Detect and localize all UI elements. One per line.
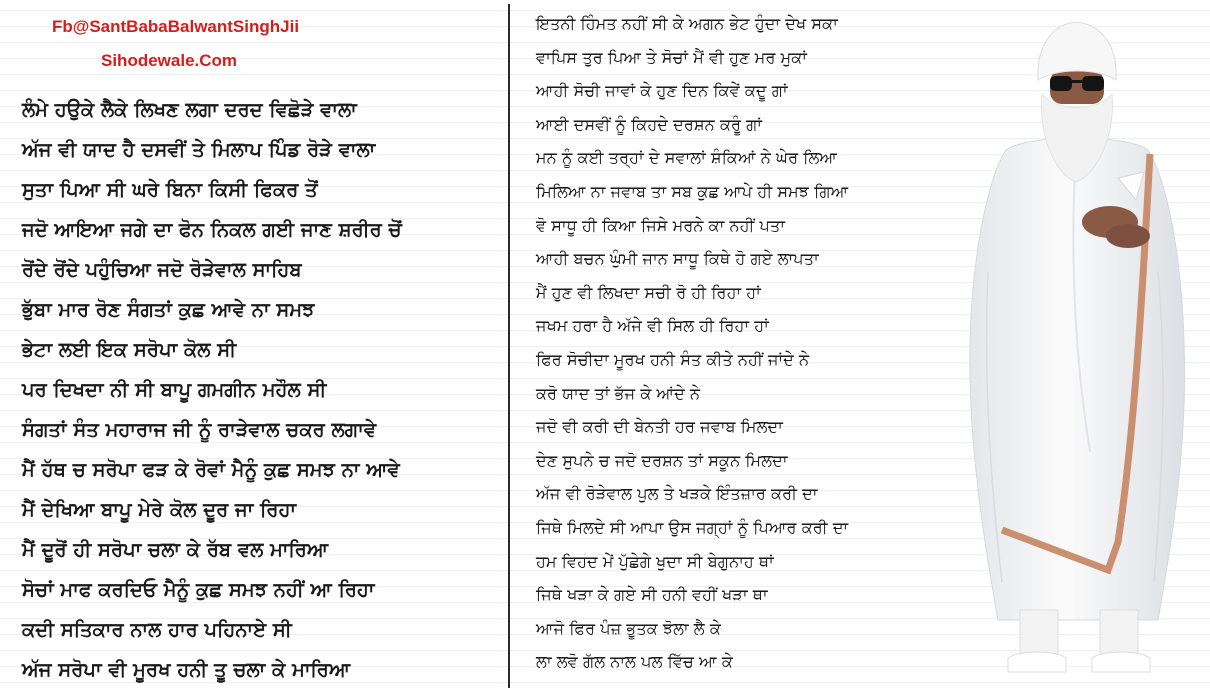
facebook-handle[interactable]: Fb@SantBabaBalwantSinghJii: [52, 17, 300, 36]
verse-line: ਜਦੋ ਆਇਆ ਜਗੇ ਦਾ ਫੋਨ ਨਿਕਲ ਗਈ ਜਾਣ ਸ਼ਰੀਰ ਚੋਂ: [22, 218, 402, 241]
verse-line: ਸੋਚਾਂ ਮਾਫ ਕਰਦਿਓ ਮੈਨੂੰ ਕੁਛ ਸਮਝ ਨਹੀਂ ਆ ਰਿਹਾ: [22, 578, 375, 601]
verse-line: ਮੈਂ ਦੇਖਿਆ ਬਾਪੂ ਮੇਰੇ ਕੋਲ ਦੂਰ ਜਾ ਰਿਹਾ: [22, 498, 297, 521]
verse-line: ਭੁੱਬਾ ਮਾਰ ਰੋਣ ਸੰਗਤਾਂ ਕੁਛ ਆਵੇ ਨਾ ਸਮਝ: [22, 298, 315, 321]
verse-line: ਆਈ ਦਸਵੀਂ ਨੂੰ ਕਿਹਦੇ ਦਰਸ਼ਨ ਕਰੂੰ ਗਾਂ: [536, 114, 763, 134]
verse-line: ਵਾਪਿਸ ਤੁਰ ਪਿਆ ਤੇ ਸੋਚਾਂ ਮੈਂ ਵੀ ਹੁਣ ਮਰ ਮੁਕਾਂ: [536, 47, 807, 67]
verse-line: ਮੈਂ ਦੂਰੋਂ ਹੀ ਸਰੋਪਾ ਚਲਾ ਕੇ ਰੱਬ ਵਲ ਮਾਰਿਆ: [22, 538, 329, 561]
verse-line: ਇਤਨੀ ਹਿੰਮਤ ਨਹੀਂ ਸੀ ਕੇ ਅਗਨ ਭੇਟ ਹੁੰਦਾ ਦੇਖ ਸਕਾ: [536, 14, 838, 33]
verse-line: ਮਨ ਨੂੰ ਕਈ ਤਰ੍ਹਾਂ ਦੇ ਸਵਾਲਾਂ ਸ਼ੰਕਿਆਂ ਨੇ ਘੇਰ ਲਿਆ: [536, 148, 838, 168]
verse-line: ਫਿਰ ਸੋਚੀਦਾ ਮੂਰਖ ਹਨੀ ਸੰਤ ਕੀਤੇ ਨਹੀਂ ਜਾਂਦੇ ਨੇ: [536, 349, 810, 369]
verse-line: ਕਦੀ ਸਤਿਕਾਰ ਨਾਲ ਹਾਰ ਪਹਿਨਾਏ ਸੀ: [22, 618, 292, 641]
verse-line: ਮਿਲਿਆ ਨਾ ਜਵਾਬ ਤਾ ਸਬ ਕੁਛ ਆਪੇ ਹੀ ਸਮਝ ਗਿਆ: [536, 181, 849, 201]
verse-line: ਅੱਜ ਸਰੋਪਾ ਵੀ ਮੂਰਖ ਹਨੀ ਤੂ ਚਲਾ ਕੇ ਮਾਰਿਆ: [22, 658, 351, 681]
verse-line: ਕਰੋ ਯਾਦ ਤਾਂ ਭੱਜ ਕੇ ਆਂਦੇ ਨੇ: [536, 383, 701, 403]
verse-line: ਭੇਟਾ ਲਈ ਇਕ ਸਰੋਪਾ ਕੋਲ ਸੀ: [22, 338, 237, 361]
verse-line: ਮੈਂ ਹੱਥ ਚ ਸਰੋਪਾ ਫੜ ਕੇ ਰੋਵਾਂ ਮੈਨੂੰ ਕੁਛ ਸਮਝ ਨਾ ਆਵੇ: [22, 458, 400, 481]
verse-line: ਸੁਤਾ ਪਿਆ ਸੀ ਘਰੇ ਬਿਨਾ ਕਿਸੀ ਫਿਕਰ ਤੋਂ: [22, 178, 318, 201]
verse-line: ਅੱਜ ਵੀ ਰੋੜੇਵਾਲ ਪੁਲ ਤੇ ਖੜਕੇ ਇੰਤਜ਼ਾਰ ਕਰੀ ਦਾ: [536, 484, 818, 504]
verse-line: ਮੈਂ ਹੁਣ ਵੀ ਲਿਖਦਾ ਸਚੀ ਰੋ ਹੀ ਰਿਹਾ ਹਾਂ: [536, 282, 761, 302]
verse-line: ਅੱਜ ਵੀ ਯਾਦ ਹੈ ਦਸਵੀਂ ਤੇ ਮਿਲਾਪ ਪਿੰਡ ਰੋੜੇ ਵਾਲਾ: [22, 138, 376, 161]
turban: [1038, 22, 1116, 80]
verse-line: ਜਦੋ ਵੀ ਕਰੀ ਦੀ ਬੇਨਤੀ ਹਰ ਜਵਾਬ ਮਿਲਦਾ: [536, 417, 783, 437]
verse-line: ਆਜੋ ਫਿਰ ਪੰਜ਼ ਭੂਤਕ ਝੋਲਾ ਲੈ ਕੇ: [536, 618, 721, 638]
verse-line: ਜਖਮ ਹਰਾ ਹੈ ਅੱਜੇ ਵੀ ਸਿਲ ਹੀ ਰਿਹਾ ਹਾਂ: [536, 316, 769, 336]
left-verse-column: [22, 90, 502, 690]
verse-line: ਵੋ ਸਾਧੂ ਹੀ ਕਿਆ ਜਿਸੇ ਮਰਨੇ ਕਾ ਨਹੀਂ ਪਤਾ: [536, 215, 785, 235]
verse-line: ਜਿਥੇ ਖੜਾ ਕੇ ਗਏ ਸੀ ਹਨੀ ਵਹੀਂ ਖੜਾ ਥਾ: [536, 585, 768, 605]
verse-line: ਦੇਣ ਸੁਪਨੇ ਚ ਜਦੋ ਦਰਸ਼ਨ ਤਾਂ ਸਕੂਨ ਮਿਲਦਾ: [536, 450, 788, 470]
verse-line: ਹਮ ਵਿਹਦ ਮੇਂ ਪੁੱਛੇਗੇ ਖੁਦਾ ਸੀ ਬੇਗੁਨਾਹ ਥਾਂ: [536, 551, 774, 571]
saint-portrait: [958, 22, 1198, 688]
verse-line: ਆਹੀ ਸੋਚੀ ਜਾਵਾਂ ਕੇ ਹੁਣ ਦਿਨ ਕਿਵੇਂ ਕਦੂ ਗਾਂ: [536, 81, 788, 101]
verse-line: ਸੰਗਤਾਂ ਸੰਤ ਮਹਾਰਾਜ ਜੀ ਨੂੰ ਰਾੜੇਵਾਲ ਚਕਰ ਲਗਾਵੇ: [22, 418, 377, 441]
column-divider: [508, 4, 510, 688]
verse-line: ਲੰਮੇ ਹਉਕੇ ਲੈਕੇ ਲਿਖਣ ਲਗਾ ਦਰਦ ਵਿਛੋੜੇ ਵਾਲਾ: [22, 98, 357, 121]
right-verse-column: [536, 7, 956, 679]
verse-line: ਰੋਂਦੇ ਰੋਂਦੇ ਪਹੁੰਚਿਆ ਜਦੋ ਰੋੜੇਵਾਲ ਸਾਹਿਬ: [22, 258, 302, 281]
website-link[interactable]: Sihodewale.Com: [101, 51, 238, 70]
verse-line: ਪਰ ਦਿਖਦਾ ਨੀ ਸੀ ਬਾਪੂ ਗਮਗੀਨ ਮਹੌਲ ਸੀ: [22, 378, 327, 401]
verse-line: ਜਿਥੇ ਮਿਲਦੇ ਸੀ ਆਪਾ ਉਸ ਜਗ੍ਹਾਂ ਨੂੰ ਪਿਆਰ ਕਰੀ ਦਾ: [536, 517, 849, 537]
robe: [970, 138, 1185, 620]
verse-line: ਲਾ ਲਵੋ ਗੱਲ ਨਾਲ ਪਲ ਵਿੱਚ ਆ ਕੇ: [536, 652, 733, 672]
verse-line: ਆਹੀ ਬਚਨ ਘੁੰਮੀ ਜਾਨ ਸਾਧੂ ਕਿਥੇ ਹੋ ਗਏ ਲਾਪਤਾ: [536, 249, 819, 269]
